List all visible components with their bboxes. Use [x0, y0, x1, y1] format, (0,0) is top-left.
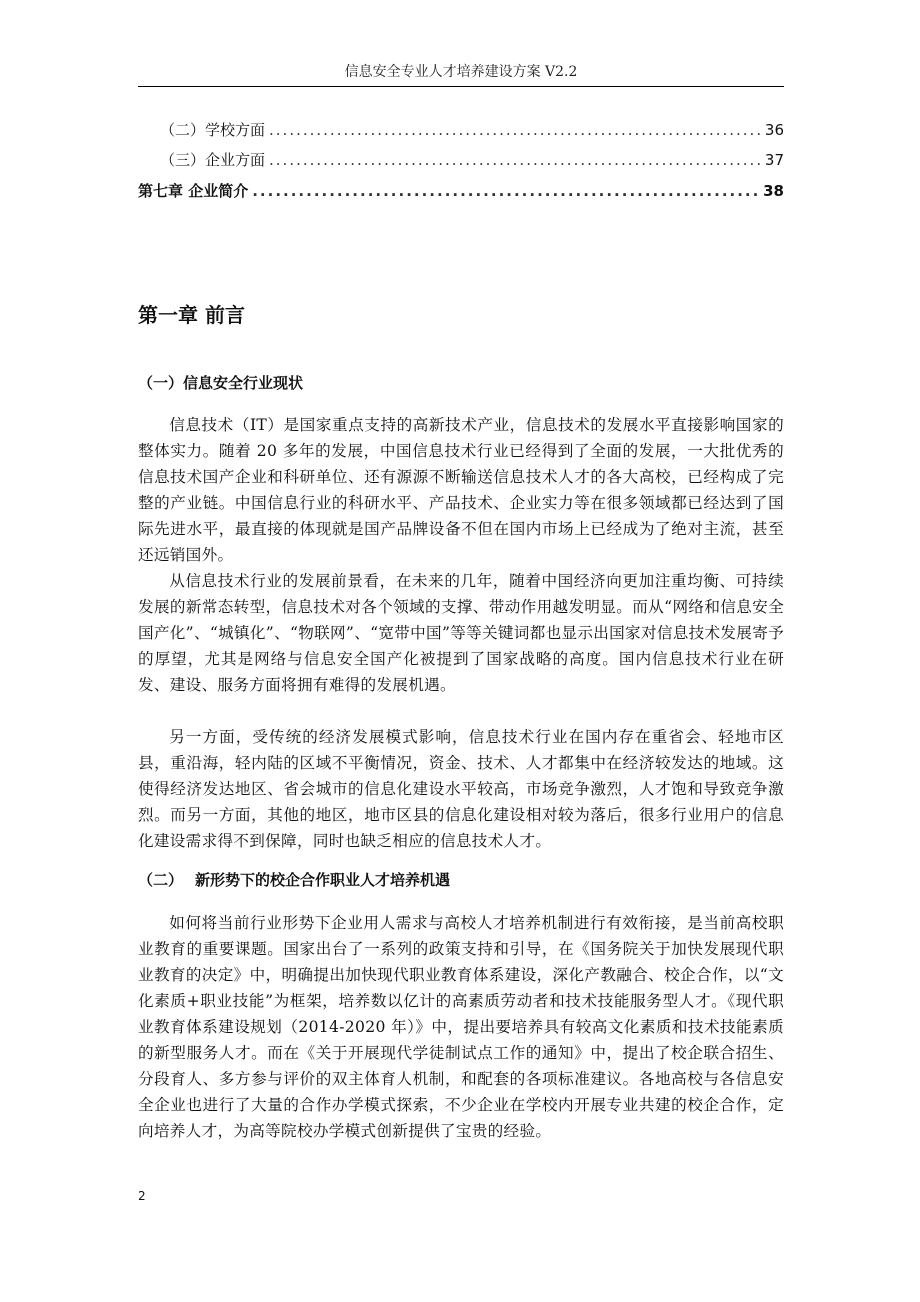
- chapter-title: 第一章 前言: [138, 303, 245, 327]
- section-heading-1: [138, 371, 303, 395]
- toc-page-number: 37: [764, 151, 784, 169]
- toc-page-number: 38: [763, 182, 784, 200]
- toc-leader-dots: [252, 179, 759, 203]
- toc-entry-chapter-7[interactable]: [138, 179, 784, 203]
- toc-entry-label: （三）企业方面: [160, 151, 266, 169]
- section-heading-text: （一）信息安全行业现状: [138, 374, 304, 392]
- section-heading-2: [138, 868, 450, 892]
- toc-entry-enterprise[interactable]: [138, 148, 784, 172]
- toc-page-number: 36: [764, 121, 784, 139]
- body-paragraph: 从信息技术行业的发展前景看，在未来的几年，随着中国经济向更加注重均衡、可持续发展的新常态转型，信息技术对各个领域的支撑、带动作用越发明显。而从“网络和信息安全国产化”、“城镇化”、“物联网”、“宽带中国”等等关键词都也显示出国家对信息技术发展寄予的厚望，尤其是网络与信息安全国产化被提到了国家战略的高度。国内信息技术行业在研发、建设、服务方面将拥有难得的发展机遇。: [138, 572, 784, 694]
- toc-leader-dots: [269, 148, 761, 172]
- body-paragraph: 另一方面，受传统的经济发展模式影响，信息技术行业在国内存在重省会、轻地市区县，重沿海，轻内陆的区域不平衡情况，资金、技术、人才都集中在经济较发达的地域。这使得经济发达地区、省会城市的信息化建设水平较高，市场竞争激烈，人才饱和导致竞争激烈。而另一方面，其他的地区，地市区县的信息化建设相对较为落后，很多行业用户的信息化建设需求得不到保障，同时也缺乏相应的信息技术人才。: [138, 728, 784, 850]
- toc-entry-label: （二）学校方面: [160, 121, 266, 139]
- section-number: （二）: [138, 871, 184, 889]
- body-paragraph: 信息技术（IT）是国家重点支持的高新技术产业，信息技术的发展水平直接影响国家的整体实力。随着 20 多年的发展，中国信息技术行业已经得到了全面的发展，一大批优秀的信息技术国产企业和科研单位、还有源源不断输送信息技术人才的各大高校，已经构成了完整的产业链。中国信息行业的科研水平、产品技术、企业实力等在很多领域都已经达到了国际先进水平，最直接的体现就是国产品牌设备不但在国内市场上已经成为了绝对主流，甚至还远销国外。: [138, 416, 784, 564]
- running-header: 信息安全专业人才培养建设方案 V2.2: [344, 64, 578, 80]
- toc-entry-school[interactable]: [138, 118, 784, 142]
- header-rule: [138, 86, 784, 87]
- page-number: 2: [138, 1189, 146, 1203]
- section-heading-text: 新形势下的校企合作职业人才培养机遇: [195, 871, 451, 889]
- body-paragraph: 如何将当前行业形势下企业用人需求与高校人才培养机制进行有效衔接，是当前高校职业教育的重要课题。国家出台了一系列的政策支持和引导，在《国务院关于加快发展现代职业教育的决定》中，明确提出加快现代职业教育体系建设，深化产教融合、校企合作，以“文化素质+职业技能”为框架，培养数以亿计的高素质劳动者和技术技能服务型人才。《现代职业教育体系建设规划（2014-2020 年）》中，提出要培养具有较高文化素质和技术技能素质的新型服务人才。而在《关于开展现代学徒制试点工作的通知》中，提出了校企联合招生、分段育人、多方参与评价的双主体育人机制，和配套的各项标准建议。各地高校与各信息安全企业也进行了大量的合作办学模式探索，不少企业在学校内开展专业共建的校企合作，定向培养人才，为高等院校办学模式创新提供了宝贵的经验。: [138, 914, 784, 1140]
- toc-entry-label: 第七章 企业简介: [138, 182, 249, 200]
- toc-leader-dots: [269, 118, 761, 142]
